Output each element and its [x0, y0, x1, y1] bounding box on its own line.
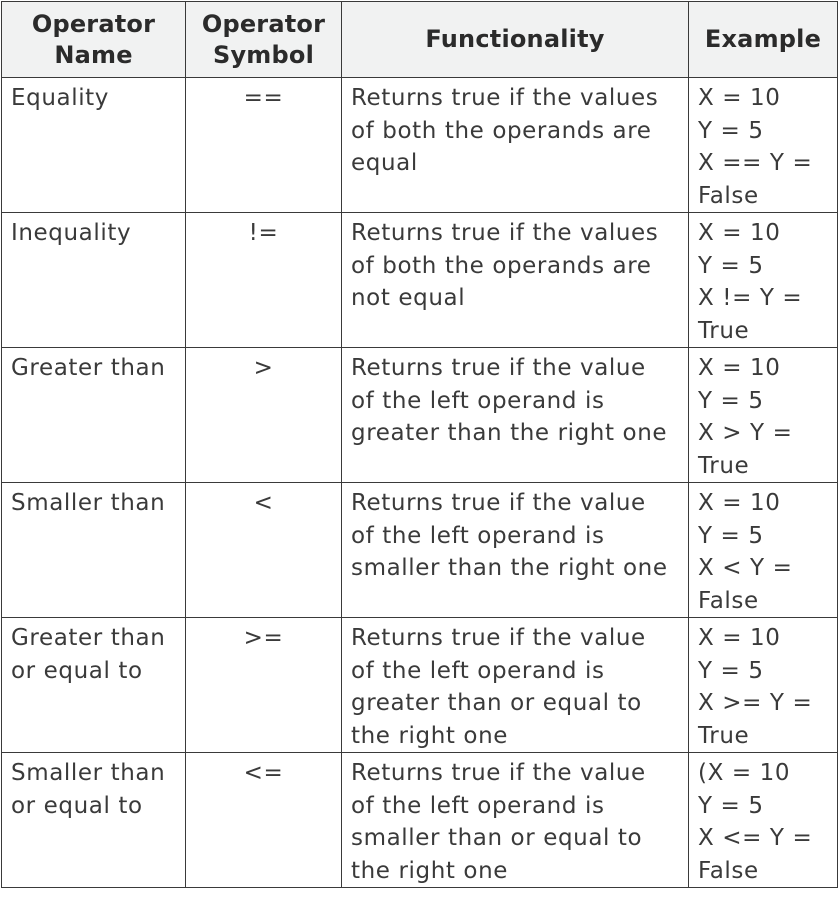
table-row: [2, 618, 838, 753]
header-row: [2, 2, 838, 78]
operator-symbol-text: ==: [243, 85, 284, 111]
operator-name-text: Inequality: [11, 220, 132, 246]
operator-name-cell: [2, 483, 186, 618]
example-cell: [689, 78, 838, 213]
operator-symbol-text: <=: [243, 760, 284, 786]
header-text: Functionality: [425, 25, 605, 53]
functionality-text: Returns true if the value: [351, 760, 646, 786]
table-row: [2, 348, 838, 483]
header-example: [689, 2, 838, 78]
functionality-text: of both the operands are: [351, 117, 652, 144]
table-row: [2, 753, 838, 888]
example-text: X = 10: [698, 220, 781, 246]
example-text: Y = 5: [698, 792, 764, 819]
functionality-text: of the left operand is: [351, 387, 605, 414]
example-text: False: [698, 182, 759, 209]
header-text: Example: [704, 25, 822, 53]
example-text: Y = 5: [698, 387, 764, 414]
example-text: Y = 5: [698, 657, 764, 684]
functionality-cell: [342, 78, 689, 213]
operator-name-text: Equality: [11, 85, 110, 111]
operator-name-text: Greater than: [11, 355, 166, 381]
operator-symbol-cell: [186, 618, 342, 753]
operator-symbol-cell: [186, 753, 342, 888]
functionality-text: of the left operand is: [351, 792, 605, 819]
functionality-text: Returns true if the values: [351, 220, 659, 246]
operator-name-text: or equal to: [11, 657, 143, 684]
operator-symbol-text: >: [253, 355, 274, 381]
header-operator-symbol: [186, 2, 342, 78]
operator-name-cell: [2, 348, 186, 483]
header-text: Operator: [31, 9, 156, 38]
example-text: X = 10: [698, 85, 781, 111]
example-cell: [689, 753, 838, 888]
operator-symbol-cell: [186, 348, 342, 483]
functionality-text: of the left operand is: [351, 657, 605, 684]
functionality-text: Returns true if the value: [351, 355, 646, 381]
example-text: X = 10: [698, 625, 781, 651]
header-text: Symbol: [212, 40, 315, 69]
functionality-text: the right one: [351, 857, 509, 884]
functionality-text: of both the operands are: [351, 252, 652, 279]
functionality-text: not equal: [351, 285, 466, 311]
example-text: False: [698, 587, 759, 614]
functionality-text: Returns true if the value: [351, 625, 646, 651]
operator-symbol-cell: [186, 213, 342, 348]
example-text: Y = 5: [698, 252, 764, 279]
operator-symbol-cell: [186, 78, 342, 213]
functionality-text: greater than the right one: [351, 420, 668, 446]
table-row: [2, 483, 838, 618]
table-row: [2, 213, 838, 348]
operator-name-cell: [2, 78, 186, 213]
header-text: Name: [54, 40, 133, 69]
functionality-cell: [342, 213, 689, 348]
example-cell: [689, 483, 838, 618]
operator-symbol-text: <: [253, 490, 274, 516]
header-operator-name: [2, 2, 186, 78]
functionality-cell: [342, 753, 689, 888]
functionality-text: Returns true if the value: [351, 490, 646, 516]
example-text: True: [698, 452, 750, 479]
functionality-text: smaller than or equal to: [351, 825, 643, 851]
operator-name-cell: [2, 753, 186, 888]
table-header: [2, 2, 838, 78]
table-body: [2, 78, 838, 888]
functionality-text: smaller than the right one: [351, 555, 668, 581]
functionality-text: the right one: [351, 722, 509, 749]
example-text: X = 10: [698, 490, 781, 516]
functionality-text: Returns true if the values: [351, 85, 659, 111]
operator-name-cell: [2, 213, 186, 348]
operator-name-text: Smaller than: [11, 760, 166, 786]
operator-name-cell: [2, 618, 186, 753]
example-text: X < Y =: [698, 555, 793, 581]
header-functionality: [342, 2, 689, 78]
operator-symbol-text: >=: [243, 625, 284, 651]
functionality-text: equal: [351, 150, 418, 176]
header-text: Operator: [201, 9, 326, 38]
functionality-text: of the left operand is: [351, 522, 605, 549]
example-text: X <= Y =: [698, 825, 813, 851]
operator-name-text: Greater than: [11, 625, 166, 651]
example-cell: [689, 348, 838, 483]
operator-name-text: Smaller than: [11, 490, 166, 516]
operator-symbol-text: !=: [248, 220, 279, 246]
table-row: [2, 78, 838, 213]
example-text: (X = 10: [698, 760, 791, 786]
example-text: X > Y =: [698, 420, 793, 446]
example-text: True: [698, 722, 750, 749]
example-text: True: [698, 317, 750, 344]
functionality-cell: [342, 483, 689, 618]
example-text: X == Y =: [698, 150, 813, 176]
operator-symbol-cell: [186, 483, 342, 618]
example-text: X = 10: [698, 355, 781, 381]
example-cell: [689, 213, 838, 348]
example-text: X >= Y =: [698, 690, 813, 716]
functionality-cell: [342, 348, 689, 483]
functionality-cell: [342, 618, 689, 753]
example-text: Y = 5: [698, 117, 764, 144]
example-text: False: [698, 857, 759, 884]
example-cell: [689, 618, 838, 753]
comparison-operators-table: [1, 1, 838, 888]
functionality-text: greater than or equal to: [351, 690, 642, 716]
operator-name-text: or equal to: [11, 792, 143, 819]
example-text: Y = 5: [698, 522, 764, 549]
example-text: X != Y =: [698, 285, 803, 311]
